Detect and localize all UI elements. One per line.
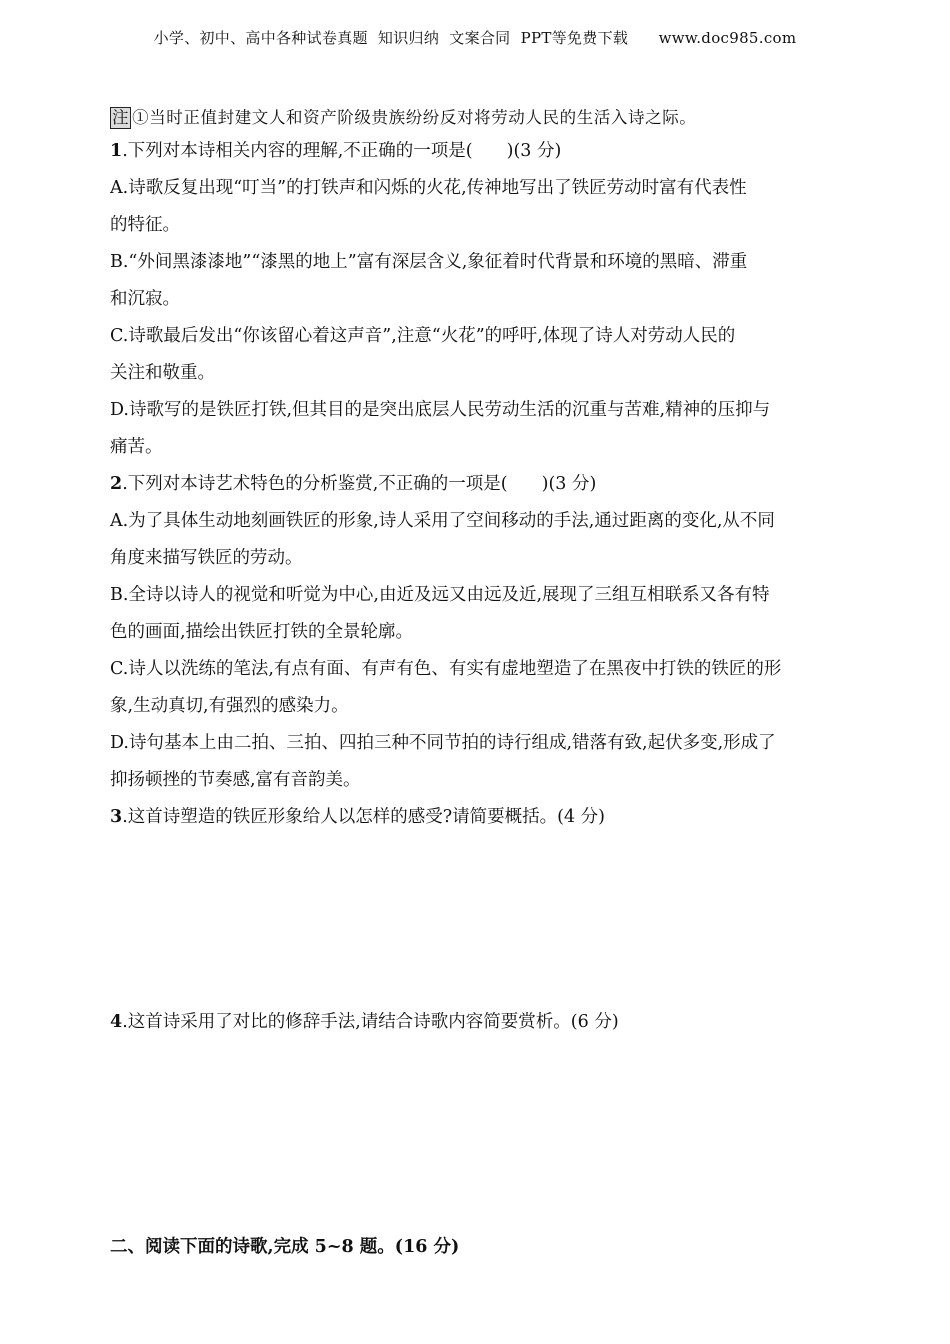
option-line: B.全诗以诗人的视觉和听觉为中心,由近及远又由远及近,展现了三组互相联系又各有特 bbox=[110, 585, 770, 605]
question-4-stem: 4.这首诗采用了对比的修辞手法,请结合诗歌内容简要赏析。(6 分) bbox=[110, 1012, 619, 1032]
note-text: ①当时正值封建文人和资产阶级贵族纷纷反对将劳动人民的生活入诗之际。 bbox=[132, 108, 697, 127]
option-line: 色的画面,描绘出铁匠打铁的全景轮廓。 bbox=[110, 622, 414, 642]
option-line: A.为了具体生动地刻画铁匠的形象,诗人采用了空间移动的手法,通过距离的变化,从不同 bbox=[110, 511, 775, 531]
option-line: A.诗歌反复出现“叮当”的打铁声和闪烁的火花,传神地写出了铁匠劳动时富有代表性 bbox=[110, 178, 747, 198]
option-line: 和沉寂。 bbox=[110, 289, 180, 309]
question-2 bbox=[110, 466, 842, 799]
option-line: 象,生动真切,有强烈的感染力。 bbox=[110, 696, 349, 716]
option-line: 角度来描写铁匠的劳动。 bbox=[110, 548, 303, 568]
option-line: 痛苦。 bbox=[110, 437, 163, 457]
answer-space-4[interactable] bbox=[110, 1041, 842, 1229]
option-line: D.诗歌写的是铁匠打铁,但其目的是突出底层人民劳动生活的沉重与苦难,精神的压抑与 bbox=[110, 400, 771, 420]
question-1-stem: 1.下列对本诗相关内容的理解,不正确的一项是( )(3 分) bbox=[110, 141, 562, 161]
question-3-stem: 3.这首诗塑造的铁匠形象给人以怎样的感受?请简要概括。(4 分) bbox=[110, 807, 605, 827]
page-header: 小学、初中、高中各种试卷真题 知识归纳 文案合同 PPT等免费下载 www.doc985.com bbox=[153, 29, 797, 47]
question-1 bbox=[110, 133, 842, 466]
answer-space-3[interactable] bbox=[110, 836, 842, 1004]
question-2-stem: 2.下列对本诗艺术特色的分析鉴赏,不正确的一项是( )(3 分) bbox=[110, 474, 597, 494]
footnote bbox=[110, 103, 842, 133]
option-line: 抑扬顿挫的节奏感,富有音韵美。 bbox=[110, 770, 361, 790]
question-number: 3 bbox=[110, 807, 123, 827]
option-line: B.“外间黑漆漆地”“漆黑的地上”富有深层含义,象征着时代背景和环境的黑暗、滞重 bbox=[110, 252, 748, 272]
exam-content bbox=[110, 103, 842, 1266]
question-number: 4 bbox=[110, 1012, 123, 1032]
question-number: 1 bbox=[110, 141, 123, 161]
note-tag: 注 bbox=[112, 108, 130, 127]
question-number: 2 bbox=[110, 474, 123, 494]
option-line: C.诗人以洗练的笔法,有点有面、有声有色、有实有虚地塑造了在黑夜中打铁的铁匠的形 bbox=[110, 659, 782, 679]
option-line: 关注和敬重。 bbox=[110, 363, 215, 383]
option-line: D.诗句基本上由二拍、三拍、四拍三种不同节拍的诗行组成,错落有致,起伏多变,形成了 bbox=[110, 733, 776, 753]
section-2-heading: 二、阅读下面的诗歌,完成 5~8 题。(16 分) bbox=[110, 1237, 460, 1257]
option-line: 的特征。 bbox=[110, 215, 180, 235]
option-line: C.诗歌最后发出“你该留心着这声音”,注意“火花”的呼吁,体现了诗人对劳动人民的 bbox=[110, 326, 736, 346]
